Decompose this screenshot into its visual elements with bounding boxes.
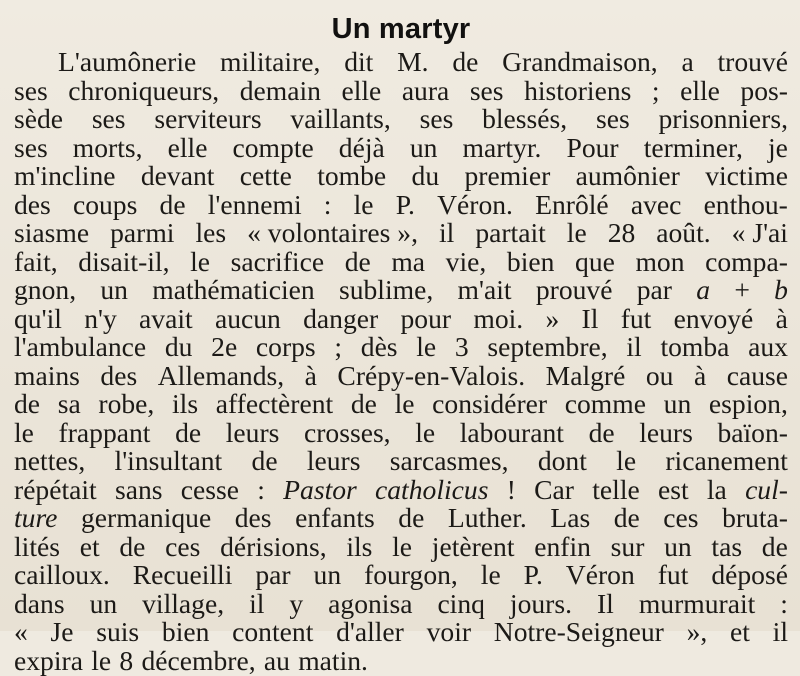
article-word: sur (610, 530, 645, 562)
article-word: militaire, (220, 46, 321, 77)
article-word: mathématicien (152, 274, 315, 305)
article-word: l'insultant (114, 445, 223, 476)
article-word: 3 (454, 331, 469, 362)
article-line (14, 416, 788, 448)
article-word: ture (14, 502, 58, 533)
article-word: un (664, 530, 692, 562)
article-word: de (344, 245, 371, 277)
article-word: murmurait (638, 587, 756, 619)
article-word: serviteurs (154, 103, 262, 134)
article-word: ses (419, 103, 454, 134)
article-word: dérisions, (220, 530, 327, 562)
article-word: crosses, (303, 416, 391, 448)
article-line (14, 105, 788, 134)
article-word: ils (346, 530, 373, 562)
article-line (14, 219, 788, 248)
article-word: par (636, 274, 672, 305)
article-word: Las (550, 502, 591, 533)
article-word: Il (581, 302, 599, 334)
article-word: : (257, 473, 265, 505)
article-word: fourgon, (364, 559, 458, 590)
article-word: et (79, 530, 100, 562)
article-word: n'y (84, 302, 117, 334)
article-word: un (100, 274, 128, 305)
article-word: décembre, (141, 644, 256, 676)
article-line (14, 276, 788, 305)
article-word: de (350, 388, 377, 419)
article-word: compa- (705, 245, 788, 277)
article-line (14, 561, 788, 590)
article-word: victime (705, 160, 788, 191)
article-line (14, 162, 788, 191)
article-word: aura (401, 74, 450, 106)
article-line (14, 302, 788, 334)
article-line (14, 245, 788, 277)
article-word: historiens (524, 74, 632, 106)
article-word: le (416, 331, 437, 362)
article-word: comme (564, 388, 646, 419)
article-word: cesse (180, 473, 239, 505)
article-word: jours. (509, 587, 573, 619)
article-word: « J'ai (731, 217, 788, 248)
article-word: sarcasmes, (389, 445, 509, 476)
article-word: Enrôlé (535, 188, 609, 220)
article-word: 28 (607, 217, 636, 248)
article-word: demain (239, 74, 321, 106)
article-word: du (411, 160, 440, 191)
article-word: ils (172, 388, 199, 419)
article-word: leurs (639, 416, 693, 448)
article-word: « volontaires », (247, 217, 418, 248)
article-word: Pastor (283, 473, 357, 505)
article-word: Véron (565, 559, 635, 590)
article-word: vie, (445, 245, 487, 277)
article-word: bien (161, 616, 210, 647)
article-word: gnon, (14, 274, 77, 305)
article-word: des (14, 188, 51, 220)
article-word: avait (139, 302, 193, 334)
article-word: ses (14, 131, 48, 163)
article-word: avec (630, 188, 682, 220)
article-word: dès (360, 331, 398, 362)
article-word: dont (537, 445, 587, 476)
article-word: tas (711, 530, 743, 562)
article-word: à (693, 359, 707, 391)
article-word: cause (726, 359, 788, 391)
article-word: Véron. (437, 188, 513, 220)
article-word: ; (651, 74, 660, 106)
article-word: de (14, 388, 41, 419)
article-word: baïon- (717, 416, 788, 448)
article-word: suis (96, 616, 140, 647)
article-title: Un martyr (331, 13, 471, 45)
article-word: est (657, 473, 689, 505)
article-word: un (663, 388, 692, 419)
article-word: sans (114, 473, 163, 505)
article-word: ses (14, 74, 48, 106)
article-word: enfants (295, 502, 375, 533)
article-word: de (588, 416, 615, 448)
article-word: ; (334, 331, 343, 362)
article-word: je (768, 131, 788, 163)
article-word: sa (57, 388, 81, 419)
article-word: ! (506, 473, 516, 505)
article-word: d'aller (336, 616, 404, 647)
article-line (14, 359, 788, 391)
article-word: frappant (58, 416, 151, 448)
article-word: à (304, 359, 317, 391)
article-word: ma (391, 245, 426, 277)
article-word: tombe (317, 160, 387, 191)
article-word: a (681, 46, 694, 77)
article-word: village, (142, 587, 225, 619)
article-word: septembre, (487, 331, 608, 362)
article-word: m'ait (457, 274, 512, 305)
article-word: de (159, 188, 186, 220)
article-word: L'aumônerie (58, 46, 197, 77)
article-word: le (91, 644, 112, 676)
article-word: de (452, 46, 479, 77)
article-word: prouvé (535, 274, 613, 305)
article-line (14, 447, 788, 476)
article-word: : (323, 188, 332, 220)
article-word: M. (397, 46, 429, 77)
article-word: le (415, 416, 436, 448)
article-word: cul- (745, 473, 788, 505)
article-word: pour (400, 302, 452, 334)
article-line (14, 48, 788, 77)
article-word: qu'il (14, 302, 62, 334)
article-word: des (100, 359, 138, 391)
article-word: coups (72, 188, 138, 220)
article-word: ces (663, 502, 699, 533)
article-word: tomba (660, 331, 730, 362)
article-word: le (394, 388, 415, 419)
article-word: fait, (14, 245, 58, 277)
article-line (14, 504, 788, 533)
article-word: Crépy-en-Valois. (337, 359, 526, 391)
article-word: partait (475, 217, 546, 248)
article-word: Il (596, 587, 614, 619)
article-word: elle (167, 131, 208, 163)
article-word: b (774, 274, 788, 305)
article-word: leurs (225, 416, 280, 448)
article-word: sublime, (338, 274, 434, 305)
article-word: ses (469, 74, 504, 106)
article-word: nettes, (14, 445, 86, 476)
article-word: déjà (338, 131, 385, 163)
article-word: les (195, 217, 227, 248)
article-word: août. (656, 217, 711, 248)
article-word: considérer (432, 388, 548, 419)
article-word: blessés, (482, 103, 568, 134)
article-word: Malgré (545, 359, 626, 391)
article-word: terminer, (643, 131, 743, 163)
article-word: lités (14, 530, 60, 562)
article-word: cinq (437, 587, 485, 619)
article-word: elle (680, 74, 720, 106)
article-word: parmi (110, 217, 175, 248)
article-word: catholicus (375, 473, 489, 505)
article-line (14, 473, 788, 505)
article-word: de (761, 530, 788, 562)
article-word: « (14, 616, 28, 647)
article-word: l'ennemi (207, 188, 302, 220)
article-word: le (480, 559, 501, 590)
article-word: danger (303, 302, 379, 334)
article-word: de (175, 416, 202, 448)
article-word: voir (426, 616, 472, 647)
article-word: le (566, 217, 587, 248)
article-word: content (232, 616, 314, 647)
article-word: dans (14, 587, 65, 619)
article-word: expira (14, 644, 83, 676)
article-line (14, 188, 788, 220)
article-word: 2e (211, 331, 238, 362)
article-word: : (780, 587, 788, 619)
article-word: que (575, 245, 615, 277)
article-word: Car (534, 473, 574, 505)
article-word: sacrifice (230, 245, 325, 277)
article-word: disait-il, (78, 245, 170, 277)
article-word: ces (165, 530, 201, 562)
article-word: cette (239, 160, 292, 191)
article-word: jetèrent (431, 530, 515, 562)
article-word: un (409, 131, 438, 163)
article-word: a (696, 274, 711, 305)
article-word: telle (592, 473, 640, 505)
article-word: de (119, 530, 146, 562)
article-word: l'ambulance (14, 331, 147, 362)
article-word: des (234, 502, 272, 533)
article-word: aux (748, 331, 788, 362)
article-word: répétait (14, 473, 97, 505)
article-word: elle (341, 74, 382, 106)
article-word: un (313, 559, 342, 590)
article-word: il (249, 587, 265, 619)
article-word: agonisa (328, 587, 413, 619)
article-word: Allemands, (157, 359, 285, 391)
article-word: », (686, 616, 708, 647)
article-word: de (613, 502, 640, 533)
article-word: compte (232, 131, 314, 163)
article-word: affectèrent (215, 388, 334, 419)
article-line (14, 618, 788, 647)
article-word: de (398, 502, 425, 533)
article-word: un (89, 587, 118, 619)
article-word: ricanement (665, 445, 788, 476)
article-word: cailloux. (14, 559, 110, 590)
article-word: envoyé (673, 302, 754, 334)
article-line (14, 530, 788, 562)
article-word: moi. (473, 302, 524, 334)
article-word: espion, (708, 388, 788, 419)
article-word: fut (657, 559, 689, 590)
article-word: de (251, 445, 278, 476)
article-word: matin. (298, 644, 368, 676)
article-word: il (626, 331, 642, 362)
article-line (14, 644, 788, 676)
article-word: par (255, 559, 291, 590)
article-word: germanique (80, 502, 212, 533)
article-line (14, 587, 788, 619)
article-word: le (392, 530, 413, 562)
article-word: le (353, 188, 374, 220)
article-word: bien (506, 245, 555, 277)
article-word: aucun (214, 302, 281, 334)
article-word: Je (50, 616, 74, 647)
article-word: Notre-Seigneur (493, 616, 664, 647)
article-word: siasme (14, 217, 90, 248)
article-word: Luther. (447, 502, 527, 533)
article-word: dit (344, 46, 374, 77)
article-word: m'incline (14, 160, 116, 191)
article-word: le (190, 245, 211, 277)
article-word: ses (91, 103, 126, 134)
article-word: P. (523, 559, 543, 590)
article-word: Pour (566, 131, 619, 163)
article-word: Grandmaison, (502, 46, 658, 77)
article-body (14, 48, 788, 675)
article-word: vaillants, (290, 103, 391, 134)
article-word: leurs (306, 445, 361, 476)
article-word: chroniqueurs, (68, 74, 220, 106)
article-line (14, 333, 788, 362)
article-word: pos- (740, 74, 788, 106)
article-word: au (263, 644, 290, 676)
article-word: trouvé (717, 46, 788, 77)
article-word: et (730, 616, 750, 647)
article-word: fut (620, 302, 652, 334)
article-word: corps (255, 331, 316, 362)
article-line (14, 74, 788, 106)
article-word: le (14, 416, 34, 448)
article-word: à (775, 302, 788, 334)
article-word: du (164, 331, 193, 362)
article-word: Recueilli (132, 559, 233, 590)
article-word: aumônier (575, 160, 680, 191)
article-word: labourant (459, 416, 564, 448)
article-word: enfin (534, 530, 591, 562)
article-word: robe, (98, 388, 155, 419)
article-word: sède (14, 103, 64, 134)
article-word: + (734, 274, 750, 305)
article-word: y (289, 587, 304, 619)
article-word: devant (140, 160, 215, 191)
article-word: premier (464, 160, 551, 191)
article-line (14, 131, 788, 163)
article-word: prisonniers, (658, 103, 788, 134)
article-word: déposé (711, 559, 788, 590)
article-word: » (545, 302, 560, 334)
article-word: bruta- (722, 502, 788, 533)
article-word: enthou- (703, 188, 788, 220)
article-word: la (706, 473, 727, 505)
article-word: mon (635, 245, 685, 277)
article-line (14, 390, 788, 419)
article-word: ses (595, 103, 630, 134)
article-word: morts, (72, 131, 143, 163)
article-word: 8 (119, 644, 134, 676)
article-word: ou (645, 359, 674, 391)
article-word: le (616, 445, 637, 476)
article-word: mains (14, 359, 80, 391)
article-word: P. (395, 188, 415, 220)
article-word: il (772, 616, 788, 647)
article-word: martyr. (462, 131, 542, 163)
article-word: il (438, 217, 455, 248)
